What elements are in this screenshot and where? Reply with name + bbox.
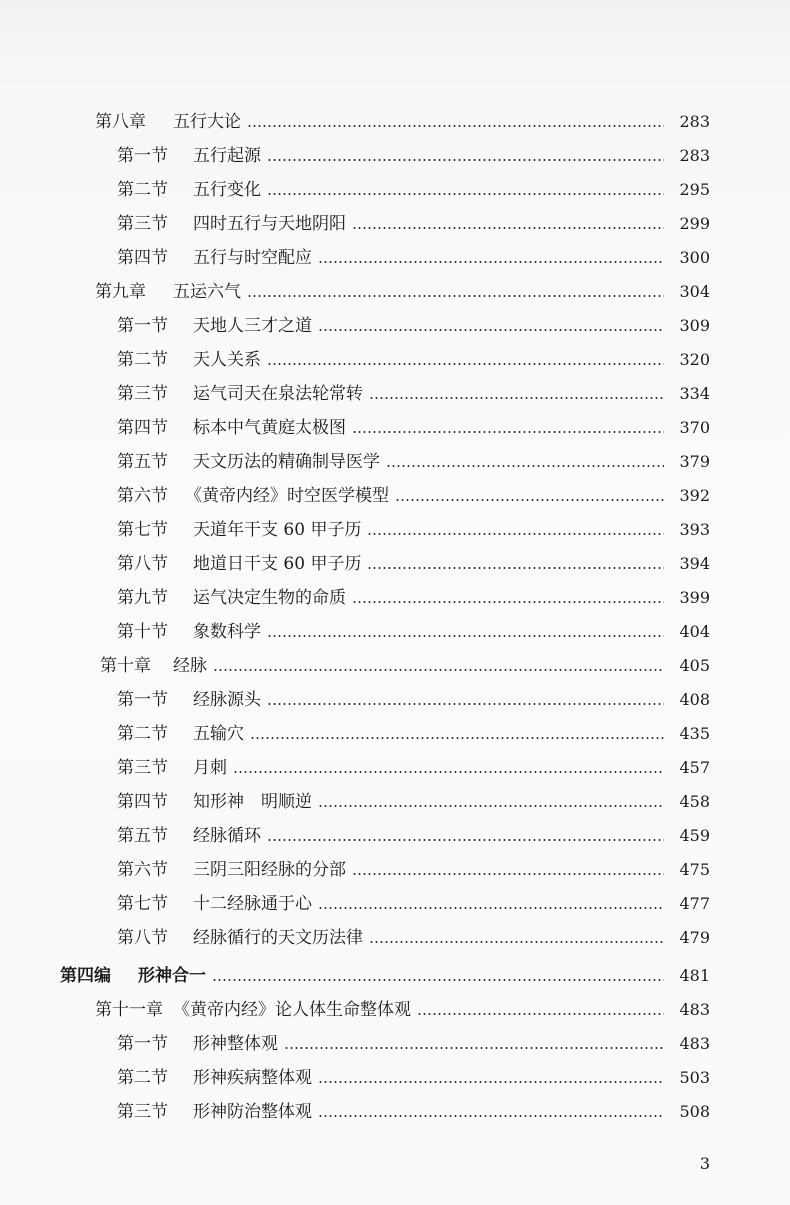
toc-label: 第八节 [117,554,168,574]
toc-section-row [0,1029,790,1059]
toc-title: 经脉循行的天文历法律 [193,928,363,948]
toc-title: 经脉 [173,656,207,676]
toc-page-number: 304 [679,282,710,301]
page-top-shadow [0,0,790,90]
toc-label: 第八章 [95,112,146,132]
toc-page-number: 405 [679,656,710,675]
toc-page-number: 458 [679,792,710,811]
toc-section-row [0,515,790,545]
toc-title: 四时五行与天地阴阳 [193,214,346,234]
toc-title: 《黄帝内经》时空医学模型 [185,486,389,506]
dot-leader [318,1115,664,1117]
toc-title: 五行大论 [173,112,241,132]
toc-page-number: 479 [679,928,710,947]
toc-title: 五行起源 [193,146,261,166]
toc-title: 天文历法的精确制导医学 [193,452,380,472]
toc-page-number: 283 [679,146,710,165]
toc-label: 第十一章 [95,1000,163,1020]
toc-page-number: 483 [679,1000,710,1019]
toc-page-number: 283 [679,112,710,131]
toc-page-number: 299 [679,214,710,233]
toc-page-number: 393 [679,520,710,539]
toc-label: 第十节 [117,622,168,642]
toc-label: 第七节 [117,894,168,914]
toc-section-row [0,345,790,375]
toc-section-row [0,753,790,783]
toc-title: 形神合一 [138,966,206,986]
toc-title: 五运六气 [173,282,241,302]
toc-section-row [0,617,790,647]
toc-title: 天道年干支 60 甲子历 [193,520,362,540]
toc-section-row [0,447,790,477]
toc-page-number: 379 [679,452,710,471]
page-number: 3 [699,1154,710,1173]
toc-page-number: 334 [679,384,710,403]
toc-label: 第九节 [117,588,168,608]
dot-leader [233,771,664,773]
dot-leader [212,979,664,981]
toc-part-row [0,961,790,991]
toc-section-row [0,923,790,953]
toc-title: 形神疾病整体观 [193,1068,312,1088]
toc-chapter-row [0,651,790,681]
toc-label: 第五节 [117,452,168,472]
dot-leader [318,261,664,263]
toc-page-number: 457 [679,758,710,777]
dot-leader [318,805,664,807]
toc-page-number: 399 [679,588,710,607]
dot-leader [318,907,664,909]
dot-leader [367,533,664,535]
toc-section-row [0,549,790,579]
toc-label: 第九章 [95,282,146,302]
toc-title: 五行与时空配应 [193,248,312,268]
toc-title: 形神整体观 [193,1034,278,1054]
toc-page-number: 477 [679,894,710,913]
dot-leader [417,1013,664,1015]
toc-page-number: 508 [679,1102,710,1121]
dot-leader [267,159,664,161]
toc-page-number: 459 [679,826,710,845]
dot-leader [386,465,664,467]
toc-label: 第一节 [117,146,168,166]
toc-chapter-row [0,995,790,1025]
dot-leader [267,635,664,637]
toc-page-number: 483 [679,1034,710,1053]
toc-label: 第三节 [117,214,168,234]
dot-leader [352,431,664,433]
toc-label: 第五节 [117,826,168,846]
toc-title: 五输穴 [193,724,244,744]
toc-label: 第一节 [117,1034,168,1054]
toc-section-row [0,685,790,715]
toc-section-row [0,175,790,205]
toc-label: 第二节 [117,1068,168,1088]
dot-leader [250,737,664,739]
dot-leader [318,1081,664,1083]
toc-section-row [0,209,790,239]
toc-section-row [0,787,790,817]
toc-section-row [0,1097,790,1127]
toc-title: 五行变化 [193,180,261,200]
toc-label: 第三节 [117,384,168,404]
toc-chapter-row [0,107,790,137]
toc-label: 第一节 [117,690,168,710]
toc-title: 天地人三才之道 [193,316,312,336]
dot-leader [267,193,664,195]
toc-label: 第二节 [117,724,168,744]
toc-label: 第八节 [117,928,168,948]
toc-section-row [0,1063,790,1093]
toc-label: 第十章 [100,656,151,676]
toc-page-number: 300 [679,248,710,267]
toc-page-number: 435 [679,724,710,743]
toc-page-number: 481 [679,966,710,985]
dot-leader [369,941,664,943]
toc-title: 天人关系 [193,350,261,370]
dot-leader [367,567,664,569]
toc-title: 经脉源头 [193,690,261,710]
toc-section-row [0,413,790,443]
dot-leader [395,499,664,501]
dot-leader [247,125,664,127]
toc-title: 形神防治整体观 [193,1102,312,1122]
toc-label: 第三节 [117,758,168,778]
toc-title: 三阴三阳经脉的分部 [193,860,346,880]
toc-section-row [0,141,790,171]
dot-leader [213,669,664,671]
toc-page-number: 392 [679,486,710,505]
toc-label: 第四节 [117,792,168,812]
toc-section-row [0,243,790,273]
dot-leader [247,295,664,297]
toc-label: 第四编 [60,966,111,986]
toc-title: 运气司天在泉法轮常转 [193,384,363,404]
dot-leader [352,873,664,875]
toc-title: 《黄帝内经》论人体生命整体观 [173,1000,411,1020]
toc-chapter-row [0,277,790,307]
toc-page-number: 394 [679,554,710,573]
toc-page-number: 408 [679,690,710,709]
toc-label: 第二节 [117,180,168,200]
toc-label: 第二节 [117,350,168,370]
toc-title: 标本中气黄庭太极图 [193,418,346,438]
toc-page-number: 475 [679,860,710,879]
dot-leader [267,363,664,365]
toc-page-number: 309 [679,316,710,335]
toc-label: 第一节 [117,316,168,336]
dot-leader [318,329,664,331]
toc-section-row [0,583,790,613]
dot-leader [284,1047,664,1049]
toc-title: 地道日干支 60 甲子历 [193,554,362,574]
toc-section-row [0,311,790,341]
toc-title: 知形神 明顺逆 [193,792,312,812]
dot-leader [352,227,664,229]
toc-page-number: 404 [679,622,710,641]
toc-label: 第四节 [117,418,168,438]
toc-title: 运气决定生物的命质 [193,588,346,608]
toc-section-row [0,481,790,511]
toc-section-row [0,379,790,409]
toc-section-row [0,719,790,749]
dot-leader [369,397,664,399]
toc-title: 月刺 [193,758,227,778]
toc-title: 十二经脉通于心 [193,894,312,914]
dot-leader [267,839,664,841]
toc-label: 第四节 [117,248,168,268]
toc-page-number: 370 [679,418,710,437]
toc-page-number: 503 [679,1068,710,1087]
dot-leader [352,601,664,603]
toc-title: 经脉循环 [193,826,261,846]
toc-label: 第三节 [117,1102,168,1122]
toc-page-number: 320 [679,350,710,369]
dot-leader [267,703,664,705]
toc-section-row [0,855,790,885]
toc-title: 象数科学 [193,622,261,642]
toc-label: 第六节 [117,860,168,880]
toc-page-number: 295 [679,180,710,199]
toc-label: 第六节 [117,486,168,506]
toc-section-row [0,889,790,919]
toc-label: 第七节 [117,520,168,540]
toc-section-row [0,821,790,851]
